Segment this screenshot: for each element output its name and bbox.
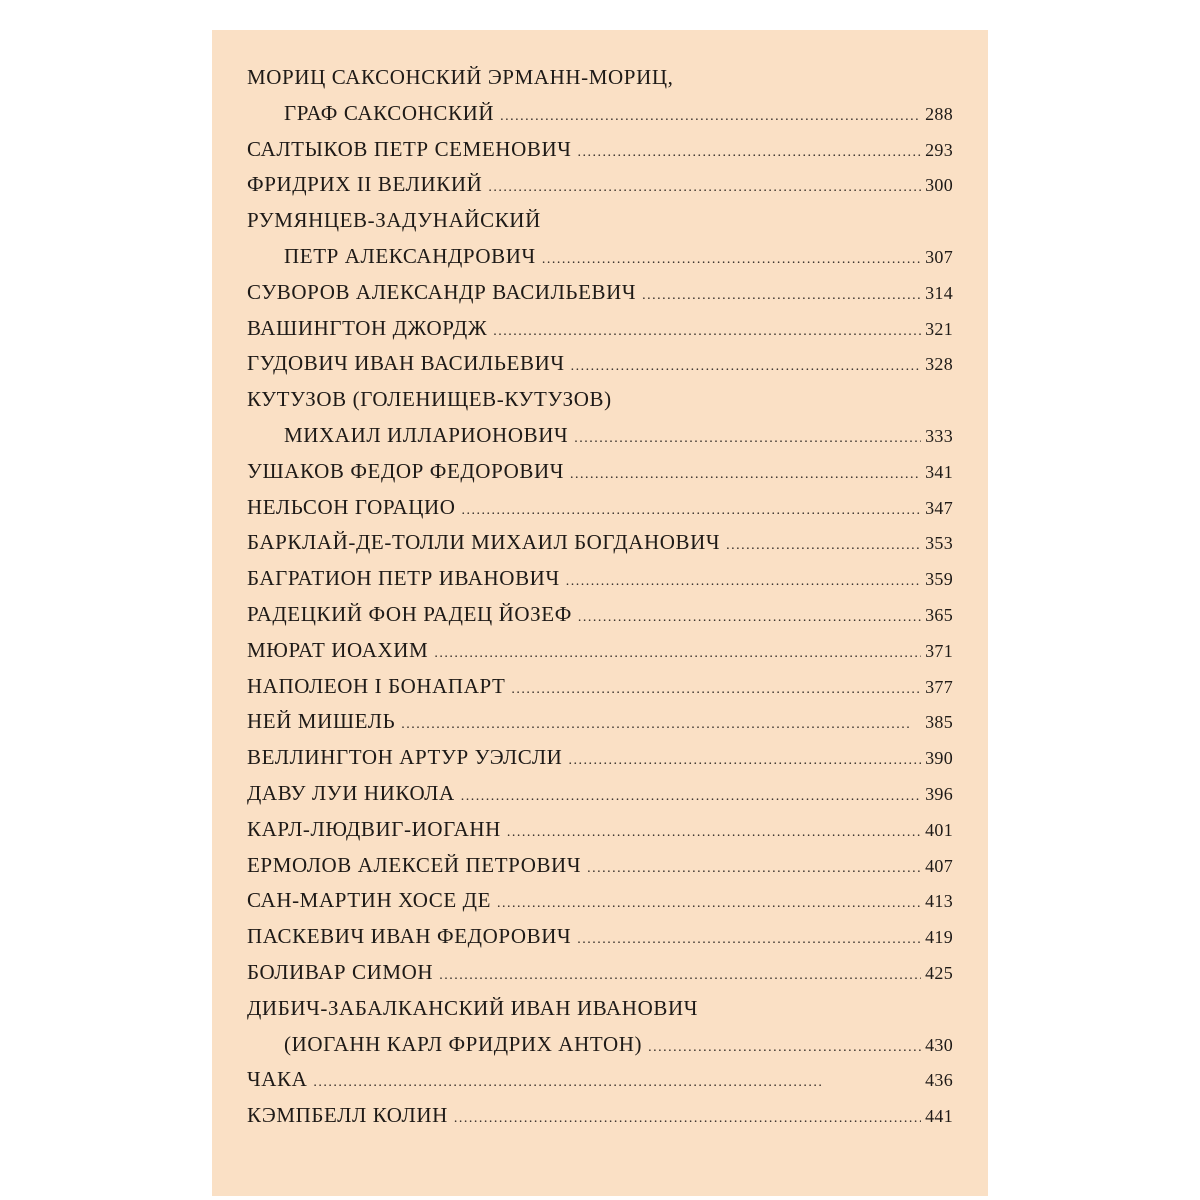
- dot-leader: [313, 1075, 921, 1091]
- dot-leader: [568, 753, 921, 769]
- toc-entry-title: МОРИЦ САКСОНСКИЙ ЭРМАНН-МОРИЦ,: [247, 65, 674, 89]
- dot-leader: [587, 861, 921, 877]
- toc-entry-page-number: 385: [925, 712, 953, 733]
- toc-entry-title: СУВОРОВ АЛЕКСАНДР ВАСИЛЬЕВИЧ: [247, 279, 637, 304]
- toc-entry: [247, 566, 953, 602]
- toc-entry: [247, 638, 953, 674]
- toc-entry-title: ПЕТР АЛЕКСАНДРОВИЧ: [284, 243, 536, 268]
- toc-entry-title: МИХАИЛ ИЛЛАРИОНОВИЧ: [284, 422, 569, 447]
- toc-entry-title: ФРИДРИХ II ВЕЛИКИЙ: [247, 172, 483, 197]
- toc-entry: [247, 1067, 953, 1103]
- toc-entry-page-number: 288: [925, 103, 953, 124]
- toc-entry-page-number: 401: [925, 819, 953, 840]
- dot-leader: [401, 717, 921, 733]
- dot-leader: [439, 968, 921, 984]
- toc-entry: [247, 495, 953, 531]
- dot-leader: [507, 825, 921, 841]
- dot-leader: [454, 1111, 921, 1127]
- dot-leader: [566, 574, 921, 590]
- toc-entry-page-number: 430: [925, 1034, 953, 1055]
- toc-entry-page-number: 328: [925, 354, 953, 375]
- toc-entry: [247, 853, 953, 889]
- toc-entry: [247, 745, 953, 781]
- toc-entry-title: ГУДОВИЧ ИВАН ВАСИЛЬЕВИЧ: [247, 351, 565, 376]
- toc-entry-page-number: 396: [925, 783, 953, 804]
- toc-entry-title: ДАВУ ЛУИ НИКОЛА: [247, 780, 455, 805]
- toc-entry-title: НАПОЛЕОН I БОНАПАРТ: [247, 673, 506, 698]
- toc-entry-title: (ИОГАНН КАРЛ ФРИДРИХ АНТОН): [284, 1031, 643, 1056]
- toc-entry-page-number: 425: [925, 962, 953, 983]
- toc-entry-page-number: 359: [925, 569, 953, 590]
- toc-entry-title: КЭМПБЕЛЛ КОЛИН: [247, 1103, 448, 1128]
- dot-leader: [642, 288, 921, 304]
- toc-entry: [247, 960, 953, 996]
- toc-entry: [247, 709, 953, 745]
- dot-leader: [500, 109, 921, 125]
- toc-entry: [247, 924, 953, 960]
- toc-entry-title: САН-МАРТИН ХОСЕ ДЕ: [247, 888, 492, 913]
- toc-entry-title: БОЛИВАР СИМОН: [247, 959, 434, 984]
- dot-leader: [434, 646, 921, 662]
- toc-entry: [247, 351, 953, 387]
- toc-entry-page-number: 407: [925, 855, 953, 876]
- dot-leader: [570, 467, 921, 483]
- table-of-contents: [247, 65, 953, 1139]
- dot-leader: [542, 252, 921, 268]
- toc-entry: [247, 208, 953, 244]
- toc-entry: [247, 1103, 953, 1139]
- toc-entry-title: ДИБИЧ-ЗАБАЛКАНСКИЙ ИВАН ИВАНОВИЧ: [247, 995, 698, 1020]
- toc-entry: [247, 1032, 953, 1068]
- toc-entry: [247, 530, 953, 566]
- toc-entry: [247, 172, 953, 208]
- toc-entry-page-number: 341: [925, 461, 953, 482]
- toc-entry-title: РУМЯНЦЕВ-ЗАДУНАЙСКИЙ: [247, 208, 541, 233]
- toc-entry-title: ЕРМОЛОВ АЛЕКСЕЙ ПЕТРОВИЧ: [247, 852, 582, 877]
- dot-leader: [571, 359, 921, 375]
- toc-entry-title: ЧАКА: [247, 1067, 308, 1092]
- toc-entry-title: КАРЛ-ЛЮДВИГ-ИОГАНН: [247, 816, 501, 841]
- toc-entry-page-number: 413: [925, 891, 953, 912]
- toc-entry: [247, 316, 953, 352]
- toc-entry: [247, 244, 953, 280]
- dot-leader: [574, 431, 921, 447]
- toc-entry-title: ВЕЛЛИНГТОН АРТУР УЭЛСЛИ: [247, 745, 563, 770]
- toc-entry-page-number: 353: [925, 533, 953, 554]
- toc-entry-page-number: 293: [925, 139, 953, 160]
- toc-entry-title: НЕЛЬСОН ГОРАЦИО: [247, 494, 456, 519]
- dot-leader: [578, 610, 921, 626]
- toc-entry-page-number: 321: [925, 318, 953, 339]
- toc-entry-title: УШАКОВ ФЕДОР ФЕДОРОВИЧ: [247, 458, 564, 483]
- toc-entry: [247, 137, 953, 173]
- toc-entry-page-number: 371: [925, 640, 953, 661]
- toc-entry-title: КУТУЗОВ (ГОЛЕНИЩЕВ-КУТУЗОВ): [247, 387, 612, 412]
- toc-entry-title: РАДЕЦКИЙ ФОН РАДЕЦ ЙОЗЕФ: [247, 601, 572, 626]
- toc-entry-page-number: 300: [925, 175, 953, 196]
- toc-entry-page-number: 333: [925, 425, 953, 446]
- toc-entry-title: МЮРАТ ИОАХИМ: [247, 637, 429, 662]
- toc-entry-page-number: 347: [925, 497, 953, 518]
- dot-leader: [577, 145, 921, 161]
- toc-entry-title: ПАСКЕВИЧ ИВАН ФЕДОРОВИЧ: [247, 924, 572, 949]
- toc-entry-page-number: 390: [925, 748, 953, 769]
- toc-entry: [247, 280, 953, 316]
- dot-leader: [461, 789, 921, 805]
- toc-entry: [247, 101, 953, 137]
- toc-entry-page-number: 365: [925, 604, 953, 625]
- toc-entry-page-number: 314: [925, 282, 953, 303]
- toc-entry: [247, 674, 953, 710]
- toc-entry-page-number: 441: [925, 1106, 953, 1127]
- toc-entry: [247, 817, 953, 853]
- dot-leader: [488, 180, 921, 196]
- toc-entry-page-number: 419: [925, 927, 953, 948]
- toc-entry-page-number: 307: [925, 246, 953, 267]
- dot-leader: [493, 324, 921, 340]
- dot-leader: [726, 538, 921, 554]
- toc-entry: [247, 459, 953, 495]
- dot-leader: [462, 503, 922, 519]
- toc-entry: [247, 781, 953, 817]
- dot-leader: [577, 932, 921, 948]
- toc-entry: [247, 65, 953, 101]
- toc-entry: [247, 387, 953, 423]
- toc-entry-title: БАГРАТИОН ПЕТР ИВАНОВИЧ: [247, 566, 560, 591]
- dot-leader: [497, 896, 921, 912]
- dot-leader: [648, 1040, 921, 1056]
- toc-entry: [247, 602, 953, 638]
- toc-entry-title: НЕЙ МИШЕЛЬ: [247, 709, 396, 734]
- toc-entry-title: САЛТЫКОВ ПЕТР СЕМЕНОВИЧ: [247, 136, 572, 161]
- toc-entry-page-number: 377: [925, 676, 953, 697]
- dot-leader: [511, 682, 921, 698]
- toc-entry-title: БАРКЛАЙ-ДЕ-ТОЛЛИ МИХАИЛ БОГДАНОВИЧ: [247, 530, 721, 555]
- toc-entry-title: ВАШИНГТОН ДЖОРДЖ: [247, 315, 488, 340]
- book-page: [212, 30, 988, 1196]
- toc-entry: [247, 423, 953, 459]
- toc-entry-page-number: 436: [925, 1070, 953, 1091]
- toc-entry-title: ГРАФ САКСОНСКИЙ: [284, 100, 495, 125]
- toc-entry: [247, 888, 953, 924]
- toc-entry: [247, 996, 953, 1032]
